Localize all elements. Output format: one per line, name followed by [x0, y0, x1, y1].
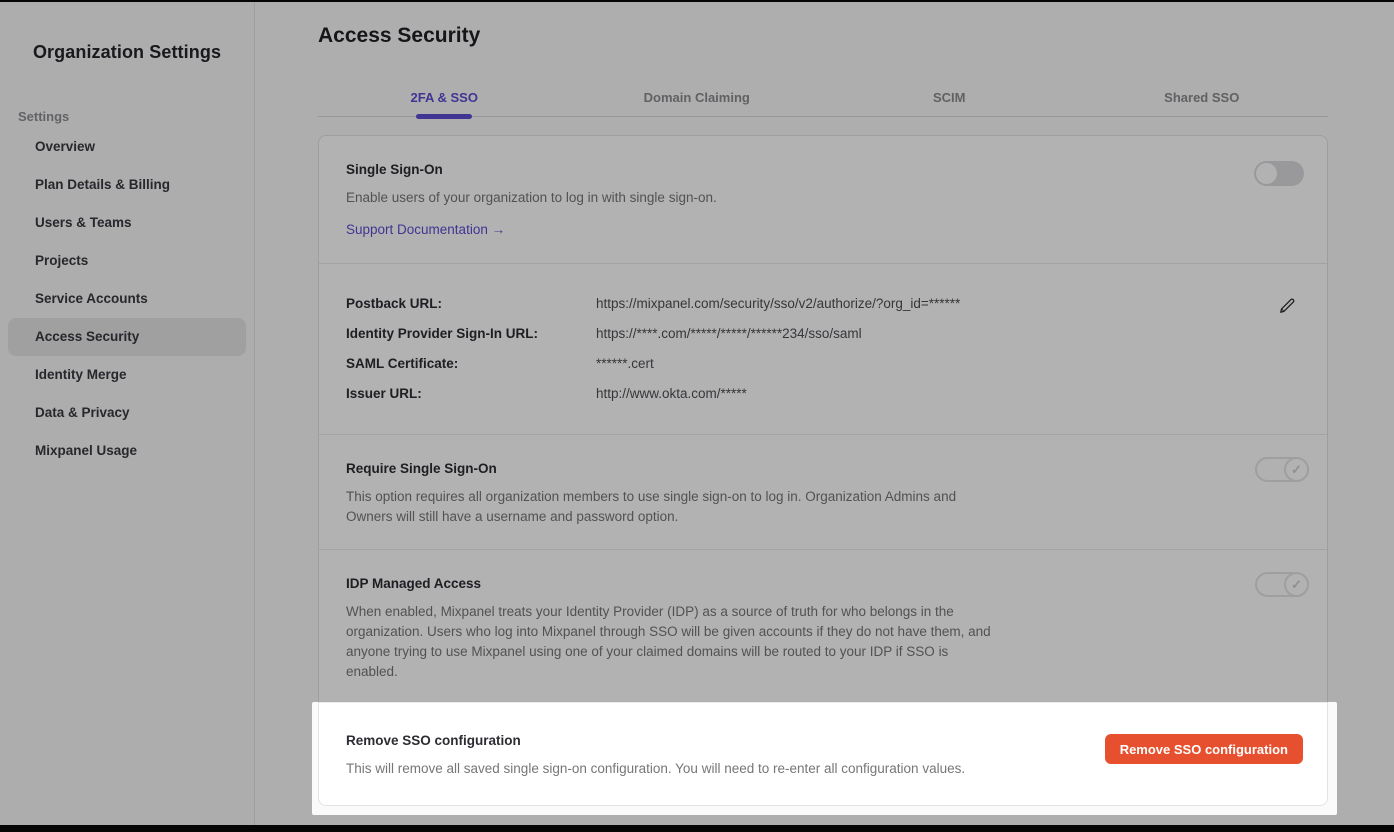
check-icon: ✓ — [1291, 462, 1302, 477]
main-content — [256, 0, 1394, 832]
config-label: Identity Provider Sign-In URL: — [346, 325, 539, 341]
tab-2fa-sso[interactable] — [318, 79, 571, 116]
section-description: When enabled, Mixpanel treats your Identity Provider (IDP) as a source of truth for who belongs in the organization. Users who log into Mixpanel through SSO will be given accounts if they do not have them, and anyone trying to use Mixpanel using one of your claimed domains will be routed to your IDP if SSO is enabled. — [346, 604, 991, 679]
tab-2fa-sso-label: 2FA & SSO — [410, 90, 478, 105]
remove-sso-configuration-button[interactable]: Remove SSO configuration — [1105, 734, 1303, 764]
sidebar-item-projects[interactable]: Projects — [35, 253, 89, 268]
config-row-idp-signin-url — [346, 318, 1300, 348]
config-value: https://****.com/*****/*****/******234/sso/saml — [596, 325, 862, 341]
config-label: Issuer URL: — [346, 385, 422, 401]
tab-shared-sso[interactable] — [1076, 79, 1329, 116]
sidebar-item-overview[interactable]: Overview — [35, 139, 96, 154]
check-icon: ✓ — [1291, 577, 1302, 592]
section-description: Enable users of your organization to log in with single sign-on. — [346, 190, 717, 205]
settings-card — [318, 135, 1328, 806]
section-require-sso — [319, 434, 1327, 549]
idp-managed-access-toggle[interactable] — [1255, 572, 1309, 597]
page-title: Access Security — [318, 24, 481, 47]
sidebar-item-data-privacy[interactable]: Data & Privacy — [35, 405, 130, 420]
sidebar-item-plan-details-billing[interactable]: Plan Details & Billing — [35, 177, 171, 192]
screen-top-edge — [0, 0, 1394, 2]
tab-bar — [318, 79, 1328, 117]
config-row-postback-url — [346, 288, 1300, 318]
toggle-knob — [1284, 457, 1309, 482]
active-tab-underline — [416, 114, 472, 119]
sidebar-title: Organization Settings — [32, 42, 222, 62]
toggle-knob — [1256, 163, 1277, 184]
section-remove-sso — [319, 702, 1327, 805]
sidebar-nav — [0, 128, 254, 470]
section-single-sign-on — [319, 136, 1327, 263]
tab-domain-claiming-label: Domain Claiming — [643, 90, 750, 105]
config-label: Postback URL: — [346, 295, 443, 311]
sidebar-item-access-security[interactable]: Access Security — [8, 318, 246, 356]
config-row-issuer-url — [346, 378, 1300, 408]
tab-shared-sso-label: Shared SSO — [1164, 90, 1240, 105]
sidebar — [0, 0, 255, 832]
tab-scim[interactable] — [823, 79, 1076, 116]
tab-scim-label: SCIM — [933, 90, 966, 105]
sidebar-item-identity-merge[interactable]: Identity Merge — [35, 367, 127, 382]
support-documentation-link[interactable]: Support Documentation → — [346, 222, 506, 237]
config-value: https://mixpanel.com/security/sso/v2/authorize/?org_id=****** — [596, 295, 961, 311]
section-idp-managed-access — [319, 549, 1327, 702]
tab-domain-claiming[interactable] — [571, 79, 824, 116]
section-title: Require Single Sign-On — [346, 461, 497, 476]
section-description: This option requires all organization members to use single sign-on to log in. Organization Admins and Owners will still have a username and password option. — [346, 489, 957, 524]
sidebar-item-service-accounts[interactable]: Service Accounts — [35, 291, 148, 306]
section-description: This will remove all saved single sign-on configuration. You will need to re-enter all configuration values. — [346, 761, 966, 776]
config-value: http://www.okta.com/***** — [596, 385, 747, 401]
section-title: Single Sign-On — [346, 162, 443, 177]
sidebar-section-label: Settings — [18, 109, 70, 124]
config-row-saml-certificate — [346, 348, 1300, 378]
sidebar-item-mixpanel-usage[interactable]: Mixpanel Usage — [35, 443, 138, 458]
section-title: IDP Managed Access — [346, 576, 482, 591]
config-label: SAML Certificate: — [346, 355, 459, 371]
section-sso-configuration — [319, 263, 1327, 434]
toggle-knob — [1284, 572, 1309, 597]
single-sign-on-toggle[interactable] — [1254, 161, 1304, 186]
edit-sso-config-button[interactable] — [1277, 296, 1297, 316]
config-value: ******.cert — [596, 355, 654, 371]
section-title: Remove SSO configuration — [346, 733, 521, 748]
sidebar-item-users-teams[interactable]: Users & Teams — [35, 215, 132, 230]
pencil-icon — [1277, 304, 1297, 319]
screen-bottom-edge — [0, 825, 1394, 832]
require-sso-toggle[interactable] — [1255, 457, 1309, 482]
